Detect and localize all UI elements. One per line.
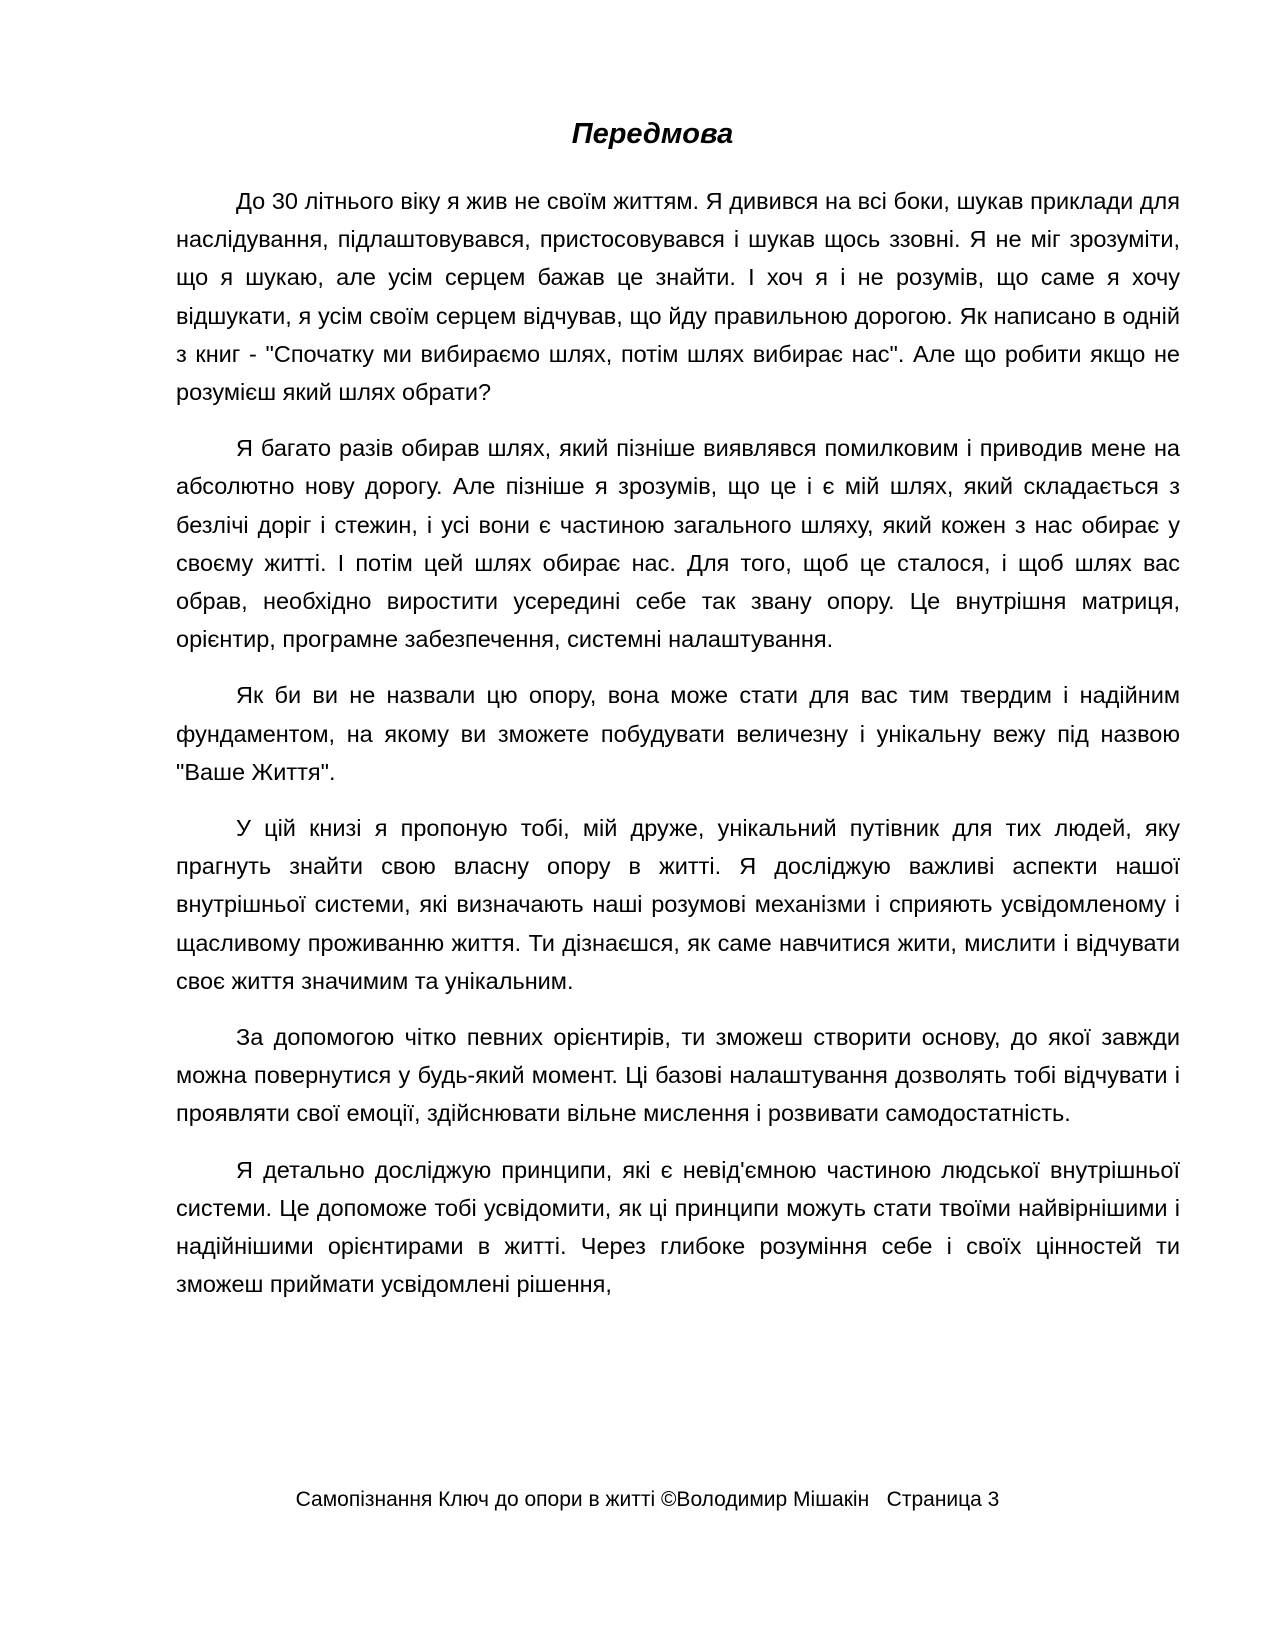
- page-footer: Самопізнання Ключ до опори в житті ©Володимир Мішакін Страница 3: [295, 1488, 1000, 1511]
- paragraph-3: Як би ви не назвали цю опору, вона може стати для вас тим твердим і надійним фундаментом, на якому ви зможете побудувати величезну і унікальну вежу під назвою "Ваше Життя".: [176, 682, 1180, 785]
- paragraph-5: За допомогою чітко певних орієнтирів, ти зможеш створити основу, до якої завжди можна повернутися у будь-який момент. Ці базові налаштування дозволять тобі відчувати і проявляти свої емоції, здійснювати вільне мислення і розвивати самодостатність.: [176, 1024, 1180, 1127]
- paragraph-6: Я детально досліджую принципи, які є невід'ємною частиною людської внутрішньої системи. Це допоможе тобі усвідомити, як ці принципи можуть стати твоїми найвірнішими і надійнішими орієнтирами в житті. Через глибоке розуміння себе і своїх цінностей ти зможеш приймати усвідомлені рішення,: [176, 1156, 1180, 1298]
- paragraph-2: Я багато разів обирав шлях, який пізніше виявлявся помилковим і приводив мене на абсолютно нову дорогу. Але пізніше я зрозумів, що це і є мій шлях, який складається з безлічі доріг і стежин, і усі вони є частиною загального шляху, який кожен з нас обирає у своєму житті. І потім цей шлях обирає нас. Для того, щоб це сталося, і щоб шлях вас обрав, необхідно виростити усередині себе так звану опору. Це внутрішня матриця, орієнтир, програмне забезпечення, системні налаштування.: [176, 435, 1180, 653]
- paragraph-4: У цій книзі я пропоную тобі, мій друже, унікальний путівник для тих людей, яку прагнуть знайти свою власну опору в житті. Я досліджую важливі аспекти нашої внутрішньої системи, які визначають наші розумові механізми і сприяють усвідомленому і щасливому проживанню життя. Ти дізнаєшся, як саме навчитися жити, мислити і відчувати своє життя значимим та унікальним.: [176, 815, 1180, 994]
- body-text: [176, 182, 1180, 1321]
- page-title: Передмова: [571, 118, 734, 150]
- paragraph-1: До 30 літнього віку я жив не своїм життям. Я дивився на всі боки, шукав приклади для наслідування, підлаштовувався, пристосовувався і шукав щось ззовні. Я не міг зрозуміти, що я шукаю, але усім серцем бажав це знайти. І хоч я і не розумів, що саме я хочу відшукати, я усім своїм серцем відчував, що йду правильною дорогою. Як написано в одній з книг - "Спочатку ми вибираємо шлях, потім шлях вибирає нас". Але що робити якщо не розумієш який шлях обрати?: [176, 188, 1180, 406]
